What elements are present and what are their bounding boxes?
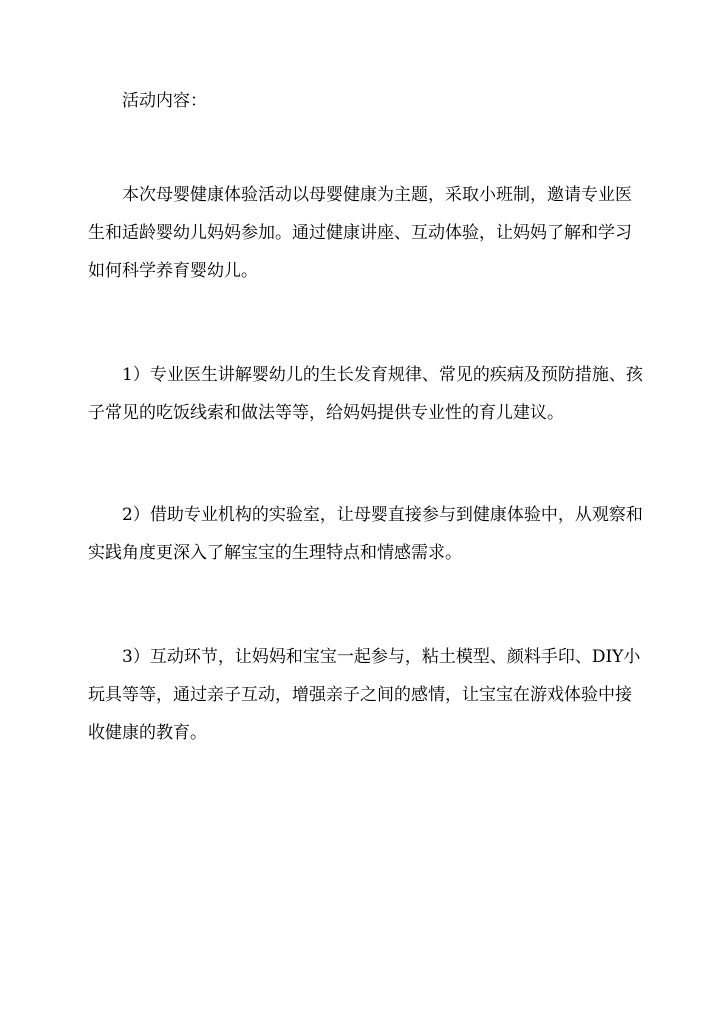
list-item: 2）借助专业机构的实验室，让母婴直接参与到健康体验中，从观察和实践角度更深入了解宝宝的生理特点和情感需求。 (88, 505, 643, 563)
section-heading: 活动内容： (122, 91, 207, 111)
list-item: 3）互动环节，让妈妈和宝宝一起参与，粘土模型、颜料手印、DIY小玩具等等，通过亲子互动，增强亲子之间的感情，让宝宝在游戏体验中接收健康的教育。 (88, 647, 641, 743)
list-item: 1）专业医生讲解婴幼儿的生长发育规律、常见的疾病及预防措施、孩子常见的吃饭线索和做法等等，给妈妈提供专业性的育儿建议。 (88, 365, 643, 423)
intro-paragraph: 本次母婴健康体验活动以母婴健康为主题，采取小班制，邀请专业医生和适龄婴幼儿妈妈参加。通过健康讲座、互动体验，让妈妈了解和学习如何科学养育婴幼儿。 (88, 185, 632, 281)
